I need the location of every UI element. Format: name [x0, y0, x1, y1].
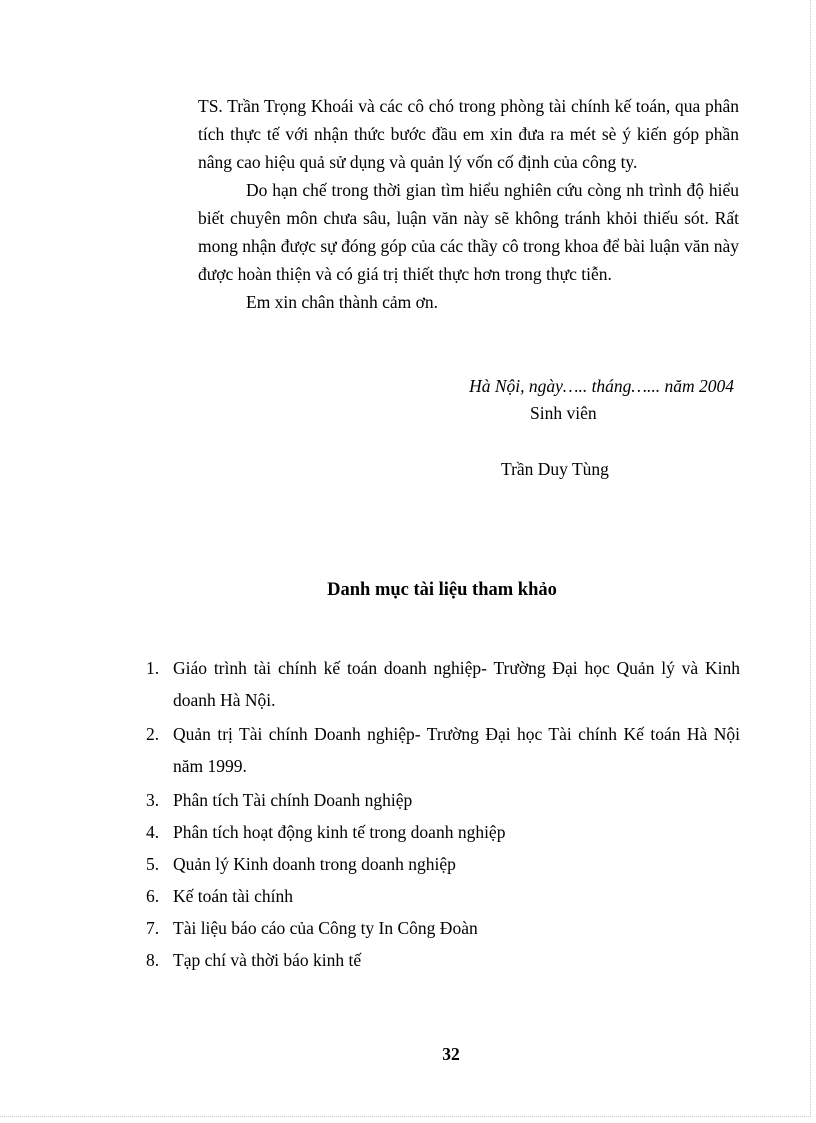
- paragraph-acknowledgement: TS. Trần Trọng Khoái và các cô chó trong phòng tài chính kế toán, qua phân tích thực tế với nhận thức bước đầu em xin đưa ra mét sè ý kiến góp phần nâng cao hiệu quả sử dụng và quản lý vốn cố định của công ty.: [198, 96, 739, 172]
- body-text: [198, 92, 739, 316]
- signer-role: Sinh viên: [530, 403, 597, 423]
- reference-text: Kế toán tài chính: [173, 886, 294, 906]
- reference-item: [146, 818, 740, 846]
- reference-item: [146, 946, 740, 974]
- reference-item: [146, 850, 740, 878]
- reference-number: 3.: [146, 790, 160, 810]
- signer-name: Trần Duy Tùng: [501, 459, 609, 479]
- reference-number: 2.: [146, 724, 160, 744]
- references-title: Danh mục tài liệu tham khảo: [327, 580, 557, 600]
- reference-number: 5.: [146, 854, 160, 874]
- reference-number: 1.: [146, 658, 160, 678]
- reference-item: [146, 786, 740, 814]
- reference-item: [146, 914, 740, 942]
- reference-number: 8.: [146, 950, 160, 970]
- reference-text: Phân tích Tài chính Doanh nghiệp: [173, 790, 413, 810]
- reference-text: Phân tích hoạt động kinh tế trong doanh nghiệp: [173, 822, 506, 842]
- reference-text: Quản lý Kinh doanh trong doanh nghiệp: [173, 854, 456, 874]
- paragraph-thanks: Em xin chân thành cảm ơn.: [246, 292, 438, 312]
- reference-text: Quản trị Tài chính Doanh nghiệp- Trường Đại học Tài chính Kế toán Hà Nội năm 1999.: [173, 724, 740, 776]
- reference-item: [146, 720, 740, 782]
- place-date: Hà Nội, ngày….. tháng…... năm 2004: [469, 376, 734, 396]
- reference-item: [146, 882, 740, 910]
- reference-number: 4.: [146, 822, 160, 842]
- reference-number: 7.: [146, 918, 160, 938]
- paragraph-limitations: Do hạn chế trong thời gian tìm hiểu nghiên cứu còng nh trình độ hiểu biết chuyên môn chưa sâu, luận văn này sẽ không tránh khỏi thiếu sót. Rất mong nhận được sự đóng góp của các thầy cô trong khoa để bài luận văn này được hoàn thiện và có giá trị thiết thực hơn trong thực tiễn.: [198, 180, 739, 284]
- page-number: 32: [442, 1044, 460, 1064]
- references-list: [146, 654, 740, 978]
- reference-number: 6.: [146, 886, 160, 906]
- reference-item: [146, 654, 740, 716]
- reference-text: Giáo trình tài chính kế toán doanh nghiệp- Trường Đại học Quản lý và Kinh doanh Hà Nội.: [173, 658, 740, 710]
- reference-text: Tạp chí và thời báo kinh tế: [173, 950, 362, 970]
- reference-text: Tài liệu báo cáo của Công ty In Công Đoàn: [173, 918, 478, 938]
